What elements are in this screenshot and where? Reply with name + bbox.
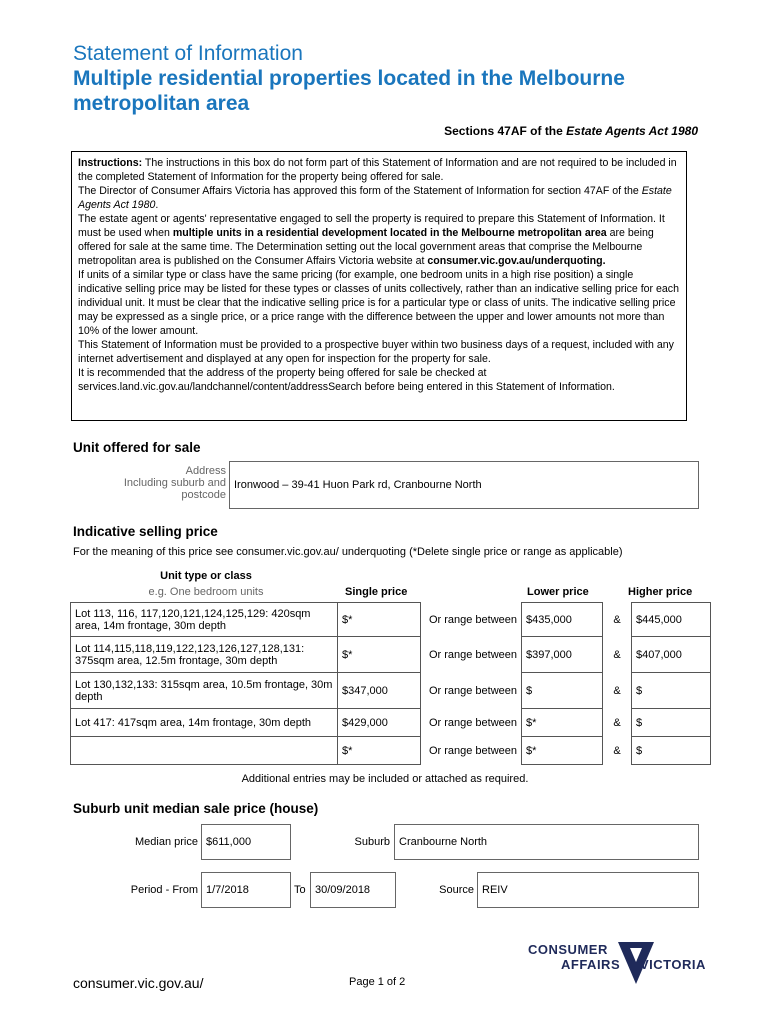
- lower-price-cell[interactable]: $: [522, 673, 603, 709]
- range-label: Or range between: [428, 716, 517, 729]
- higher-price-cell[interactable]: $: [632, 709, 711, 737]
- source-field[interactable]: [477, 872, 699, 908]
- range-label: Or range between: [428, 684, 517, 697]
- range-label: Or range between: [428, 613, 517, 626]
- unit-cell[interactable]: Lot 114,115,118,119,122,123,126,127,128,131: 375sqm area, 12.5m frontage, 30m depth: [71, 637, 338, 673]
- median-price-label: Median price: [135, 836, 198, 848]
- instructions-p2b: Estate Agents Act 1980: [78, 185, 672, 211]
- period-from-field[interactable]: [201, 872, 291, 908]
- higher-price-cell[interactable]: $407,000: [632, 637, 711, 673]
- single-price-cell[interactable]: $*: [338, 637, 421, 673]
- unit-offered-heading: Unit offered for sale: [73, 440, 201, 455]
- col-higher: Higher price: [628, 586, 693, 598]
- period-to-label: To: [294, 884, 306, 896]
- source-value: REIV: [482, 884, 508, 896]
- suburb-field[interactable]: [394, 824, 699, 860]
- col-single: Single price: [345, 586, 408, 598]
- lower-price-cell[interactable]: $435,000: [522, 603, 603, 637]
- indicative-note: For the meaning of this price see consumer.vic.gov.au/ underquoting (*Delete single price or range as applicable): [73, 546, 623, 558]
- instructions-label: Instructions:: [78, 157, 143, 169]
- period-to-value: 30/09/2018: [315, 884, 371, 896]
- instructions-p5: This Statement of Information must be provided to a prospective buyer within two business days of a request, included with any internet advertisement and displayed at any open for inspection for the property for sale.: [78, 339, 674, 365]
- sections-act: Estate Agents Act 1980: [566, 124, 698, 138]
- period-from-label: Period - From: [130, 884, 198, 896]
- ampersand: &: [613, 716, 621, 729]
- unit-cell[interactable]: Lot 130,132,133: 315sqm area, 10.5m frontage, 30m depth: [71, 673, 338, 709]
- logo-line1: CONSUMER: [528, 942, 608, 957]
- ampersand: &: [613, 648, 621, 661]
- address-label-line2: Including suburb and: [123, 477, 226, 489]
- instructions-p3b: multiple units in a residential development located in the Melbourne metropolitan area: [172, 227, 607, 239]
- address-label-line3: postcode: [181, 489, 226, 501]
- footer-website[interactable]: consumer.vic.gov.au/: [73, 975, 204, 991]
- median-price-field[interactable]: [201, 824, 291, 860]
- suburb-value: Cranbourne North: [399, 836, 488, 848]
- document-title: Multiple residential properties located in the Melbourne metropolitan area: [73, 67, 625, 115]
- lower-price-cell[interactable]: $*: [522, 737, 603, 765]
- ampersand: &: [613, 613, 621, 626]
- address-value: Ironwood – 39-41 Huon Park rd, Cranbourne North: [234, 479, 482, 491]
- instructions-p2c: .: [155, 199, 159, 211]
- table-row: [71, 637, 711, 673]
- col-lower: Lower price: [527, 586, 589, 598]
- unit-cell[interactable]: [71, 737, 338, 765]
- table-row: [71, 709, 711, 737]
- address-label: [100, 465, 226, 501]
- sections-prefix: Sections 47AF of the: [444, 124, 567, 138]
- period-to-field[interactable]: [310, 872, 396, 908]
- table-row: [71, 603, 711, 637]
- address-label-line1: Address: [185, 465, 226, 477]
- range-label: Or range between: [428, 648, 517, 661]
- instructions-box: [71, 151, 687, 421]
- indicative-price-table: [70, 602, 711, 765]
- higher-price-cell[interactable]: $: [632, 737, 711, 765]
- unit-cell[interactable]: Lot 417: 417sqm area, 14m frontage, 30m depth: [71, 709, 338, 737]
- source-label: Source: [439, 884, 474, 896]
- col-unit-example: e.g. One bedroom units: [148, 586, 264, 598]
- sections-reference: [444, 124, 698, 138]
- address-field[interactable]: [229, 461, 699, 509]
- instructions-p6: It is recommended that the address of the property being offered for sale be checked at services.land.vic.gov.au/landchannel/content/addressSearch before being entered in this Statement of Information.: [78, 367, 615, 393]
- instructions-p2a: The Director of Consumer Affairs Victoria has approved this form of the Statement of Information for section 47AF of the: [78, 185, 642, 197]
- range-label: Or range between: [428, 744, 517, 757]
- document-subtitle: Statement of Information: [73, 42, 303, 65]
- unit-cell[interactable]: Lot 113, 116, 117,120,121,124,125,129: 420sqm area, 14m frontage, 30m depth: [71, 603, 338, 637]
- median-heading: Suburb unit median sale price (house): [73, 801, 319, 816]
- instructions-p4: If units of a similar type or class have the same pricing (for example, one bedroom units in a high rise position) a single indicative selling price may be listed for these types or classes of units collectively, rather than an indicative selling price for each individual unit. It must be clear that the indicative selling price is for a particular type or class of units. The indicative selling price may be expressed as a single price, or a price range with the difference between the upper and lower amounts not more than 10% of the lower amount.: [78, 269, 679, 337]
- logo-line2: AFFAIRS: [561, 957, 621, 972]
- table-row: [71, 737, 711, 765]
- indicative-heading: Indicative selling price: [73, 524, 218, 539]
- single-price-cell[interactable]: $*: [338, 603, 421, 637]
- lower-price-cell[interactable]: $*: [522, 709, 603, 737]
- page-number: Page 1 of 2: [349, 976, 406, 988]
- instructions-p3c: are being offered for sale at the same time. The Determination setting out the local government areas that comprise the Melbourne metropolitan area is published on the Consumer Affairs Victoria website at: [78, 227, 654, 267]
- period-from-value: 1/7/2018: [206, 884, 249, 896]
- lower-price-cell[interactable]: $397,000: [522, 637, 603, 673]
- additional-entries-note: Additional entries may be included or attached as required.: [241, 773, 529, 785]
- ampersand: &: [613, 744, 621, 757]
- single-price-cell[interactable]: $347,000: [338, 673, 421, 709]
- median-price-value: $611,000: [206, 836, 252, 848]
- instructions-p3d[interactable]: consumer.vic.gov.au/underquoting.: [427, 255, 606, 267]
- suburb-label: Suburb: [354, 836, 390, 848]
- higher-price-cell[interactable]: $445,000: [632, 603, 711, 637]
- ampersand: &: [613, 684, 621, 697]
- instructions-p1: The instructions in this box do not form part of this Statement of Information and are not required to be included in the completed Statement of Information for the property being offered for sale.: [78, 157, 677, 183]
- col-unit-type: Unit type or class: [160, 570, 252, 582]
- consumer-affairs-victoria-logo: [528, 940, 704, 986]
- instructions-p3a: The estate agent or agents' representative engaged to sell the property is required to prepare this Statement of Information. It must be used when: [78, 213, 665, 239]
- single-price-cell[interactable]: $429,000: [338, 709, 421, 737]
- table-row: [71, 673, 711, 709]
- logo-line3: VICTORIA: [640, 957, 706, 972]
- single-price-cell[interactable]: $*: [338, 737, 421, 765]
- higher-price-cell[interactable]: $: [632, 673, 711, 709]
